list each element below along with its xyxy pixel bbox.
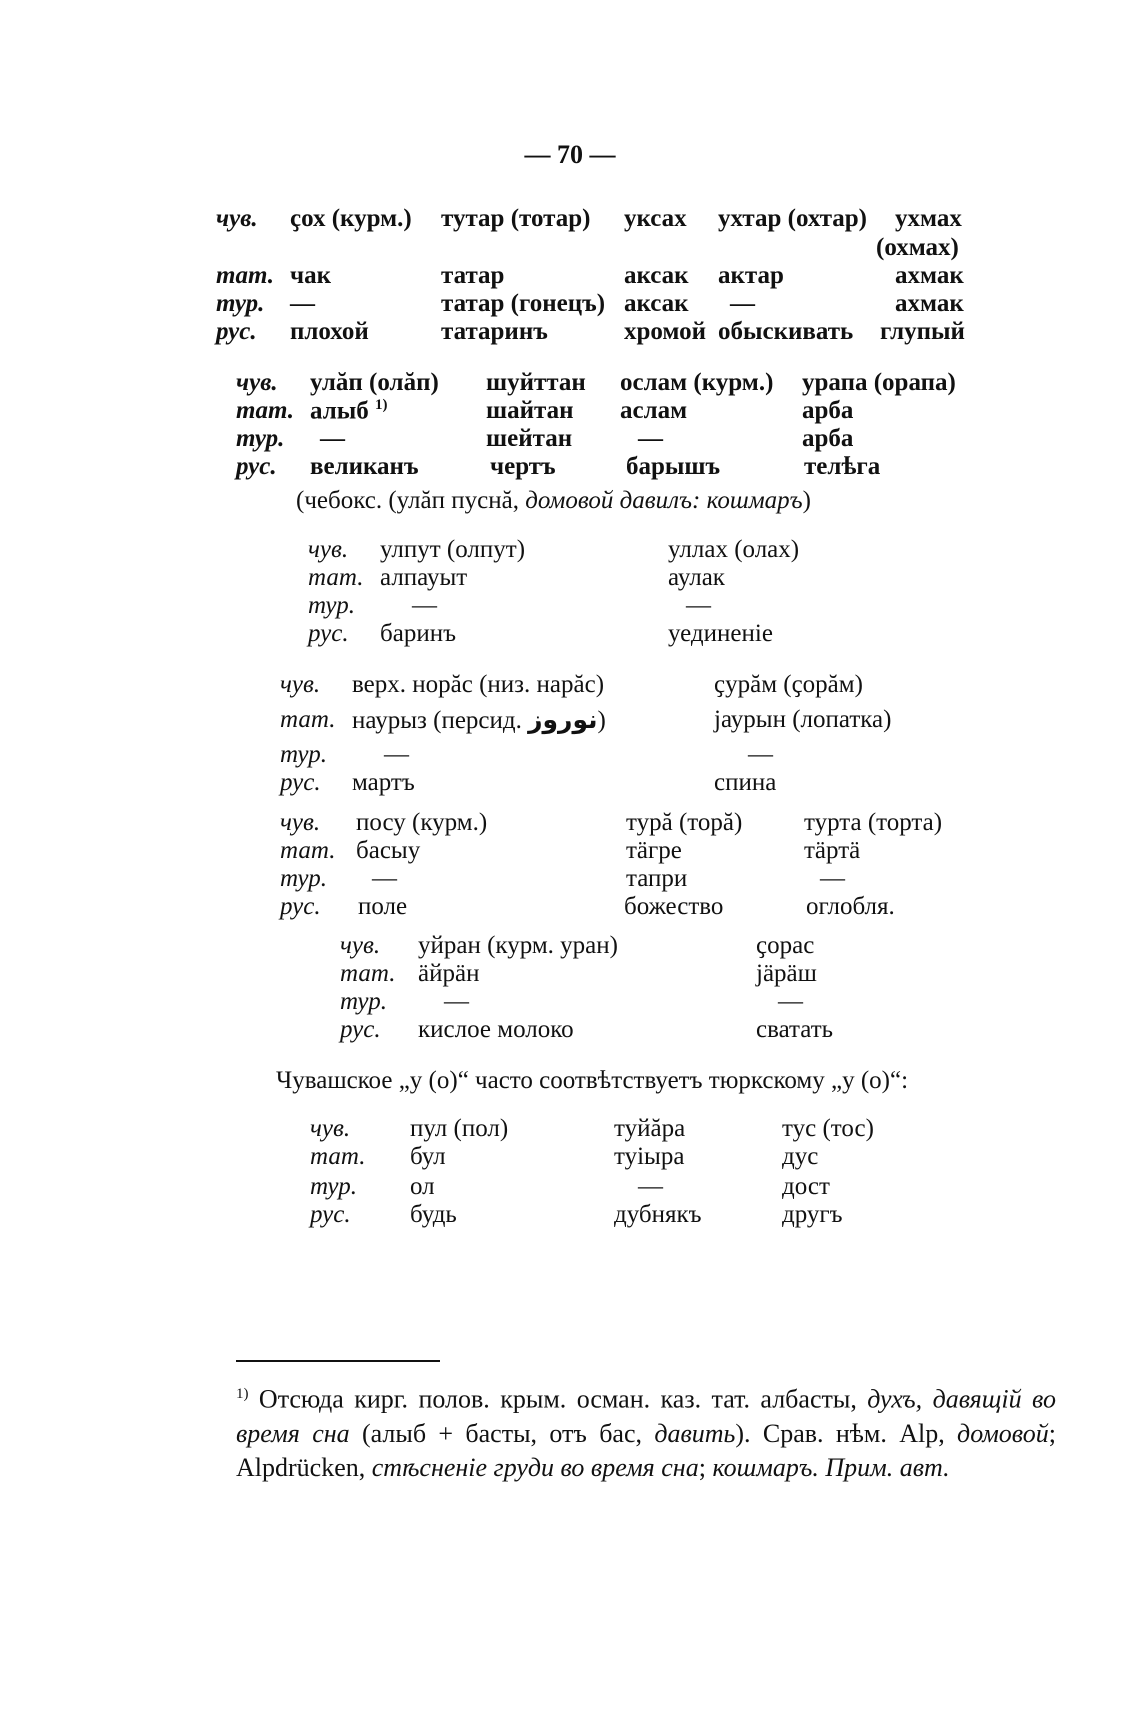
- label-tur: тур.: [280, 741, 327, 768]
- persian-word: نوروز: [528, 705, 598, 734]
- word: äйрäн: [418, 960, 480, 987]
- label-rus: рус.: [340, 1016, 381, 1043]
- word: телѣга: [804, 453, 881, 480]
- word: барышъ: [626, 453, 721, 480]
- word: кислое молоко: [418, 1016, 574, 1043]
- word: уйран (курм. уран): [418, 932, 618, 959]
- word: аулак: [668, 564, 725, 591]
- word: божество: [624, 893, 724, 920]
- word: —: [638, 1173, 663, 1200]
- word: аксак: [624, 262, 689, 289]
- label-chuv: чув.: [340, 932, 381, 959]
- label-rus: рус.: [308, 620, 349, 647]
- label-tur: тур.: [280, 865, 327, 892]
- word: уксах: [624, 205, 687, 232]
- word: улпут (олпут): [380, 536, 526, 563]
- word: бул: [410, 1143, 446, 1170]
- word: посу (курм.): [356, 809, 488, 836]
- label-chuv: чув.: [310, 1115, 351, 1142]
- label-tur: тур.: [308, 592, 355, 619]
- word: туіыра: [614, 1143, 685, 1170]
- label-tat: тат.: [308, 564, 364, 591]
- word: —: [444, 988, 469, 1015]
- label-tat: тат.: [216, 262, 274, 289]
- word: актар: [718, 262, 784, 289]
- label-tur: тур.: [310, 1173, 357, 1200]
- word: баринъ: [380, 620, 457, 647]
- word: —: [686, 592, 711, 619]
- footnote-marker: 1): [236, 1386, 249, 1402]
- label-tur: тур.: [340, 988, 387, 1015]
- word: аксак: [624, 290, 689, 317]
- word: јäрäш: [756, 960, 817, 987]
- word: шуйттан: [486, 369, 586, 396]
- word: другъ: [782, 1201, 843, 1228]
- word: мартъ: [352, 769, 415, 796]
- word: —: [638, 425, 663, 452]
- word: великанъ: [310, 453, 419, 480]
- word: јаурын (лопатка): [714, 706, 892, 733]
- word: татар (гонецъ): [441, 290, 606, 317]
- word: плохой: [290, 318, 369, 345]
- footnote-marker: 1): [375, 397, 388, 413]
- word: —: [778, 988, 803, 1015]
- word: шайтан: [486, 397, 574, 424]
- label-tat: тат.: [280, 837, 336, 864]
- word: ухмах: [895, 205, 962, 232]
- word: урапа (орапа): [802, 369, 956, 396]
- label-tur: тур.: [216, 290, 265, 317]
- word: дус: [782, 1143, 819, 1170]
- label-chuv: чув.: [236, 369, 278, 396]
- word: ҫурăм (ҫорăм): [714, 671, 863, 698]
- section-heading: Чувашское „у (о)“ часто соотвѣтствуетъ тюркскому „у (о)“:: [276, 1067, 909, 1094]
- label-tat: тат.: [340, 960, 396, 987]
- label-rus: рус.: [310, 1201, 351, 1228]
- word: ахмак: [895, 262, 964, 289]
- word: сватать: [756, 1016, 834, 1043]
- word: татаринъ: [441, 318, 548, 345]
- word: чертъ: [490, 453, 556, 480]
- word: чак: [290, 262, 332, 289]
- word: алпауыт: [380, 564, 468, 591]
- word: тäртä: [804, 837, 861, 864]
- word: арба: [802, 425, 854, 452]
- word: —: [384, 741, 409, 768]
- label-chuv: чув.: [308, 536, 349, 563]
- word: ухтар (охтар): [718, 205, 868, 232]
- annotation: (чебокс. (улăп пуснă, домовой давилъ: кошмаръ): [296, 487, 811, 514]
- word: алыб $^{1)}$: [310, 397, 388, 425]
- word: дубнякъ: [614, 1201, 702, 1228]
- word: —: [730, 290, 755, 317]
- word: улăп (олăп): [310, 369, 439, 396]
- label-chuv: чув.: [280, 671, 321, 698]
- word: ҫорас: [756, 932, 815, 959]
- label-tat: тат.: [310, 1143, 366, 1170]
- footnote: $^{1)}$ Отсюда кирг. полов. крым. осман. каз. тат. албасты, духъ, давящій во время сна (алыб + басты, отъ бас, давить). Срав. нѣм. Alp, домовой; Alpdrücken, стѣсненіе груди во время сна; кошмаръ. Прим. авт.: [236, 1384, 1056, 1482]
- footnote-rule: [236, 1360, 440, 1362]
- word: хромой: [624, 318, 707, 345]
- word: —: [412, 592, 437, 619]
- word: уллах (олах): [668, 536, 800, 563]
- word: тутар (тотар): [441, 205, 591, 232]
- word: ахмак: [895, 290, 964, 317]
- label-rus: рус.: [236, 453, 277, 480]
- word: —: [820, 865, 845, 892]
- word: шейтан: [486, 425, 573, 452]
- label-chuv: чув.: [280, 809, 321, 836]
- word: обыскивать: [718, 318, 854, 345]
- word: оглобля.: [806, 893, 895, 920]
- word: —: [290, 290, 315, 317]
- label-rus: рус.: [280, 769, 321, 796]
- page-number: — 70 —: [524, 140, 616, 169]
- word: тус (тос): [782, 1115, 874, 1142]
- word: дост: [782, 1173, 830, 1200]
- word: арба: [802, 397, 854, 424]
- word: —: [748, 741, 773, 768]
- label-tur: тур.: [236, 425, 285, 452]
- word: верх. норăс (низ. нарăс): [352, 671, 605, 698]
- word: глупый: [880, 318, 965, 345]
- word: —: [372, 865, 397, 892]
- word: наурыз (персид. نوروز): [352, 705, 606, 734]
- word: ослам (курм.): [620, 369, 774, 396]
- label-tat: тат.: [280, 706, 336, 733]
- word: татар: [441, 262, 505, 289]
- word: турă (торă): [626, 809, 743, 836]
- word: (охмах): [876, 234, 959, 261]
- word: туйăра: [614, 1115, 686, 1142]
- word: тäгре: [626, 837, 682, 864]
- word: тапри: [626, 865, 688, 892]
- label-tat: тат.: [236, 397, 294, 424]
- word: уединеніе: [668, 620, 773, 647]
- word: —: [320, 425, 345, 452]
- word: аслам: [620, 397, 688, 424]
- word: спина: [714, 769, 777, 796]
- label-rus: рус.: [280, 893, 321, 920]
- label-chuv: чув.: [216, 205, 258, 232]
- word: пул (пол): [410, 1115, 509, 1142]
- label-rus: рус.: [216, 318, 257, 345]
- word: ҫох (курм.): [290, 205, 412, 232]
- word: басыу: [356, 837, 421, 864]
- word: турта (торта): [804, 809, 943, 836]
- word: ол: [410, 1173, 435, 1200]
- word: будь: [410, 1201, 457, 1228]
- word: поле: [358, 893, 408, 920]
